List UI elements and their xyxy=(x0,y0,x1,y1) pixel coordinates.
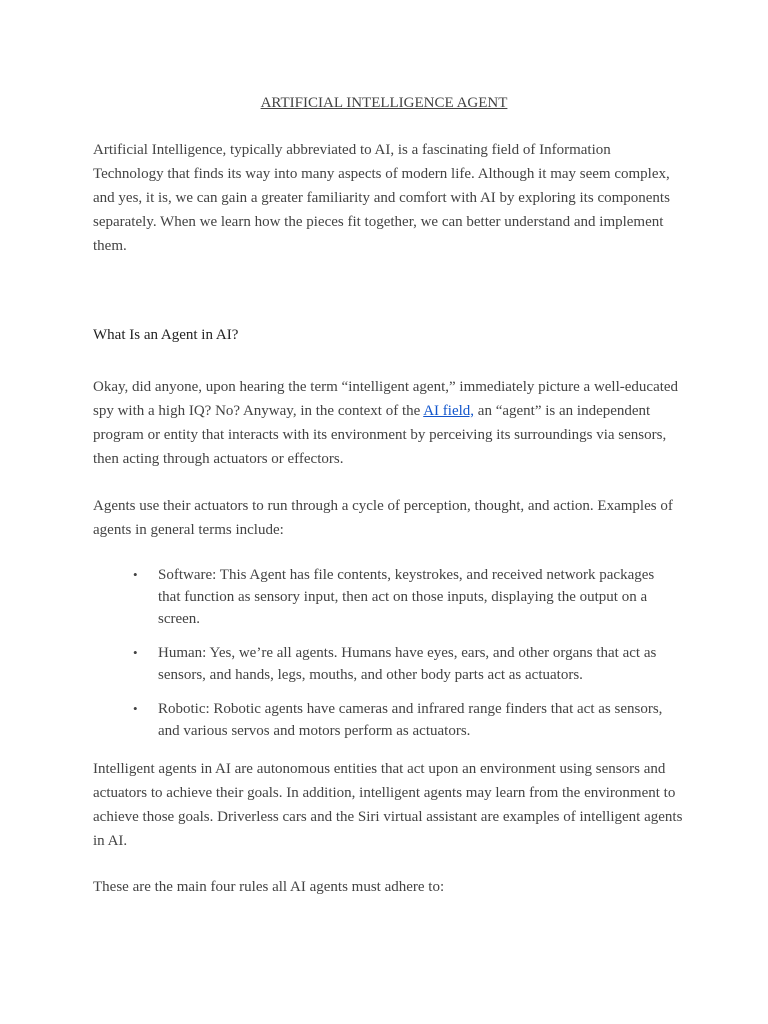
list-item-text: Robotic: Robotic agents have cameras and infrared range finders that act as sensors, and various servos and motors perform as actuators. xyxy=(158,701,663,739)
document-title: ARTIFICIAL INTELLIGENCE AGENT xyxy=(260,95,508,111)
agent-definition-paragraph xyxy=(93,375,683,471)
rules-intro-paragraph: These are the main four rules all AI agents must adhere to: xyxy=(93,879,445,895)
agent-cycle-paragraph: Agents use their actuators to run through a cycle of perception, thought, and action. Examples of agents in general terms include: xyxy=(93,498,673,538)
intro-paragraph: Artificial Intelligence, typically abbreviated to AI, is a fascinating field of Information Technology that finds its way into many aspects of modern life. Although it may seem complex, and yes, it is, we can gain a greater familiarity and comfort with AI by exploring its components separately. When we learn how the pieces fit together, we can better understand and implement them. xyxy=(93,142,670,254)
bullet-icon: • xyxy=(133,701,138,716)
agent-examples-list xyxy=(93,564,683,754)
list-item-text: Software: This Agent has file contents, keystrokes, and received network packages that function as sensory input, then act on those inputs, displaying the output on a screen. xyxy=(158,567,655,627)
paragraph-text: an “agent” is an independent program or entity that interacts with its environment by perceiving its surroundings via sensors, then acting through actuators or effectors. xyxy=(93,403,667,467)
paragraph-text: Okay, did anyone, upon hearing the term “intelligent agent,” immediately picture a well-educated spy with a high IQ? No? Anyway, in the context of the xyxy=(93,379,679,419)
section-heading: What Is an Agent in AI? xyxy=(93,327,239,343)
list-item xyxy=(93,642,678,686)
ai-field-link[interactable]: AI field, xyxy=(423,403,475,419)
list-item-text: Human: Yes, we’re all agents. Humans have eyes, ears, and other organs that act as sensors, and hands, legs, mouths, and other body parts act as actuators. xyxy=(158,645,657,683)
list-item xyxy=(93,698,678,742)
list-item xyxy=(93,564,678,630)
bullet-icon: • xyxy=(133,645,138,660)
bullet-icon: • xyxy=(133,567,138,582)
intelligent-agents-paragraph: Intelligent agents in AI are autonomous entities that act upon an environment using sensors and actuators to achieve their goals. In addition, intelligent agents may learn from the environment to achieve those goals. Driverless cars and the Siri virtual assistant are examples of intelligent agents in AI. xyxy=(93,761,683,849)
